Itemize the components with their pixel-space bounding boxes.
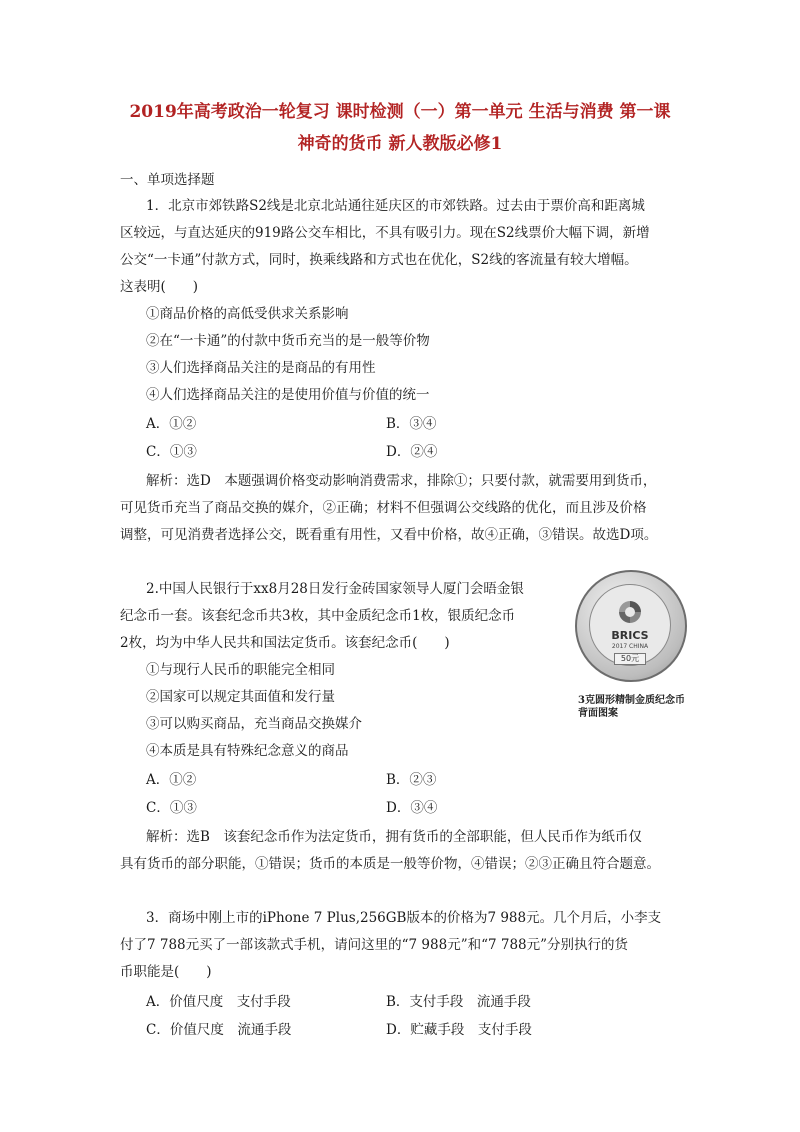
q1-line: 区较远，与直达延庆的919路公交车相比，不具有吸引力。现在S2线票价大幅下调，新增 [120,225,650,241]
q2-item: ②国家可以规定其面值和发行量 [146,689,335,705]
q2-item: ③可以购买商品，充当商品交换媒介 [146,716,362,732]
q1-item: ①商品价格的高低受供求关系影响 [146,306,349,322]
q1-option-d: D．②④ [386,444,438,460]
q1-option-b: B．③④ [386,416,437,432]
q3-option-a: A．价值尺度 支付手段 [146,994,291,1010]
coin-face [589,584,671,666]
title-line-2: 神奇的货币 新人教版必修1 [297,134,503,154]
coin-caption-line: 3克圆形精制金质纪念币 [578,695,685,706]
section-heading: 一、单项选择题 [120,172,215,188]
coin-value-badge: 50元 [614,653,646,665]
q2-option-d: D．③④ [386,800,438,816]
q2-option-c: C．①③ [146,800,197,816]
q3-line: 付了7 788元买了一部该款式手机，请问这里的“7 988元”和“7 788元”分别执行的货 [120,937,629,953]
q1-analysis: 可见货币充当了商品交换的媒介，②正确；材料不但强调公交线路的优化，而且涉及价格 [120,500,647,516]
coin-caption-line: 背面图案 [578,708,618,719]
q1-item: ②在“一卡通”的付款中货币充当的是一般等价物 [146,333,430,349]
q3-line: 币职能是( ) [120,964,212,980]
title-line-1: 2019年高考政治一轮复习 课时检测（一）第一单元 生活与消费 第一课 [129,102,671,122]
q1-analysis: 解析：选D 本题强调价格变动影响消费需求，排除①；只要付款，就需要用到货币， [146,473,657,489]
q3-line: 3．商场中刚上市的iPhone 7 Plus,256GB版本的价格为7 988元。几个月后，小李支 [146,910,662,926]
q2-line: 纪念币一套。该套纪念币共3枚，其中金质纪念币1枚，银质纪念币 [120,608,516,624]
q2-item: ①与现行人民币的职能完全相同 [146,662,335,678]
commemorative-coin-image [575,570,687,682]
q2-line: 2枚，均为中华人民共和国法定货币。该套纪念币( ) [120,635,450,651]
coin-brand-text: BRICS [611,629,649,642]
brics-logo-icon [617,599,643,625]
q2-line: 2.中国人民银行于xx8月28日发行金砖国家领导人厦门会晤金银 [146,581,524,597]
q1-item: ④人们选择商品关注的是使用价值与价值的统一 [146,387,430,403]
coin-caption [578,694,685,720]
q1-line: 这表明( ) [120,279,199,295]
q2-analysis: 具有货币的部分职能，①错误；货币的本质是一般等价物，④错误；②③正确且符合题意。 [120,856,660,872]
q1-line: 公交“一卡通”付款方式，同时，换乘线路和方式也在优化，S2线的客流量有较大增幅。 [120,252,638,268]
q2-option-b: B．②③ [386,772,437,788]
q2-option-a: A．①② [146,772,197,788]
q1-option-a: A．①② [146,416,197,432]
q2-analysis: 解析：选B 该套纪念币作为法定货币，拥有货币的全部职能，但人民币作为纸币仅 [146,829,642,845]
q3-option-b: B．支付手段 流通手段 [386,994,531,1010]
q1-analysis: 调整，可见消费者选择公交，既看重有用性，又看中价格，故④正确，③错误。故选D项。 [120,527,658,543]
q1-option-c: C．①③ [146,444,197,460]
coin-year-text: 2017 CHINA [611,643,649,650]
q3-option-d: D．贮藏手段 支付手段 [386,1022,532,1038]
q2-item: ④本质是具有特殊纪念意义的商品 [146,743,349,759]
q1-item: ③人们选择商品关注的是商品的有用性 [146,360,376,376]
q3-option-c: C．价值尺度 流通手段 [146,1022,292,1038]
q1-line: 1．北京市郊铁路S2线是北京北站通往延庆区的市郊铁路。过去由于票价高和距离城 [146,198,645,214]
